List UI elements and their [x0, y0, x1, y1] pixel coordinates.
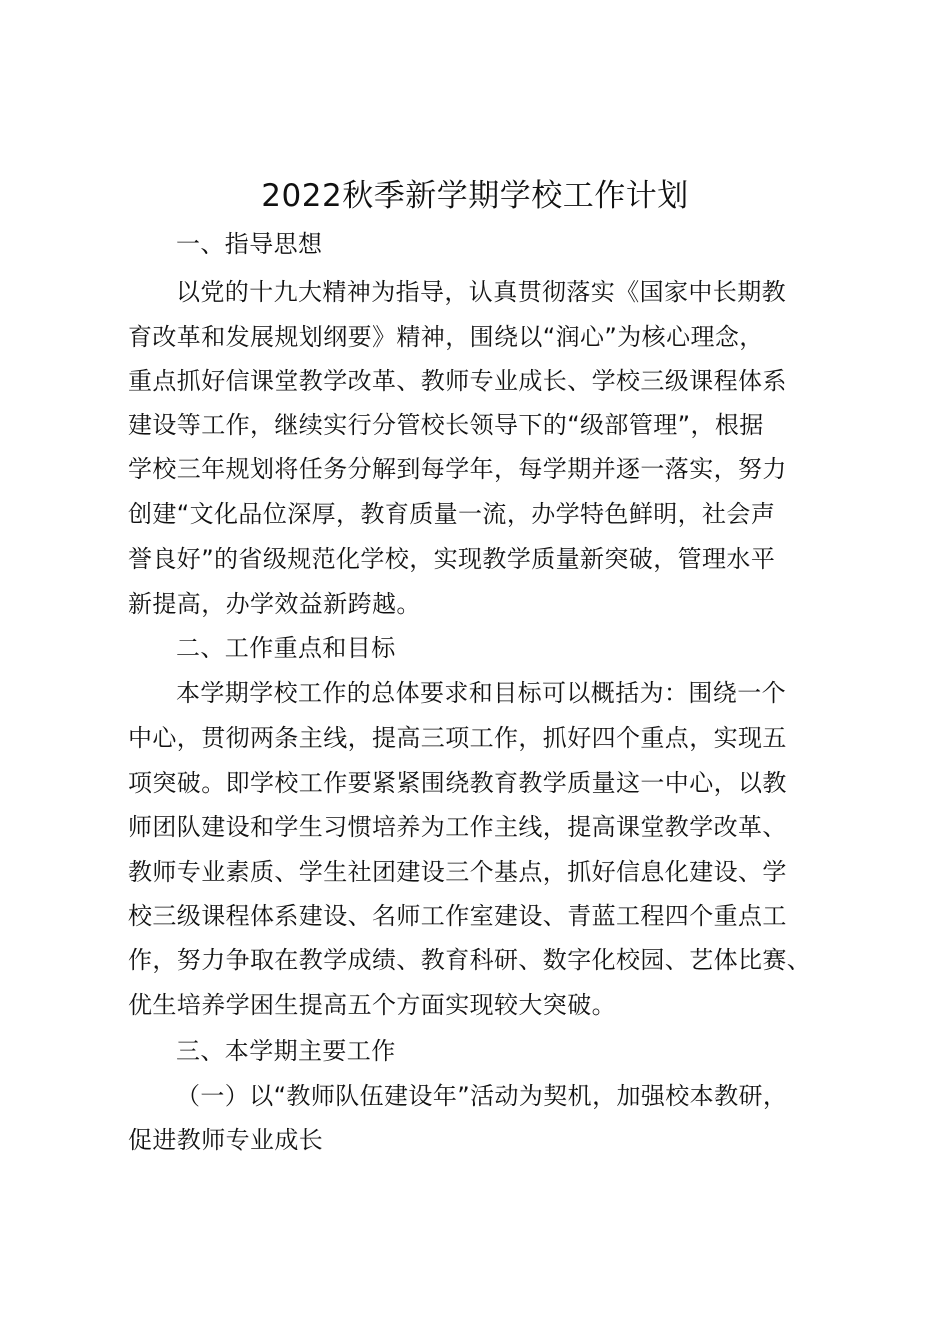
paragraph-line: 誉良好”的省级规范化学校，实现教学质量新突破，管理水平: [128, 545, 776, 573]
paragraph-line: 作，努力争取在教学成绩、教育科研、数字化校园、艺体比赛、: [128, 946, 812, 974]
section-heading-2: 二、工作重点和目标: [176, 634, 396, 662]
paragraph-line: 教师专业素质、学生社团建设三个基点，抓好信息化建设、学: [128, 858, 787, 886]
paragraph-line: 新提高，办学效益新跨越。: [128, 590, 421, 618]
paragraph-line: 重点抓好信课堂教学改革、教师专业成长、学校三级课程体系: [128, 367, 787, 395]
paragraph-line: 以党的十九大精神为指导，认真贯彻落实《国家中长期教: [176, 278, 786, 306]
document-title: 2022秋季新学期学校工作计划: [261, 178, 689, 214]
paragraph-line: 创建“文化品位深厚，教育质量一流，办学特色鲜明，社会声: [128, 500, 776, 528]
paragraph-line: 优生培养学困生提高五个方面实现较大突破。: [128, 991, 616, 1019]
subsection-heading-line: 促进教师专业成长: [128, 1126, 324, 1154]
paragraph-line: 项突破。即学校工作要紧紧围绕教育教学质量这一中心，以教: [128, 769, 787, 797]
subsection-heading-line: （一）以“教师队伍建设年”活动为契机，加强校本教研，: [176, 1082, 788, 1110]
paragraph-line: 本学期学校工作的总体要求和目标可以概括为：围绕一个: [176, 679, 786, 707]
paragraph-line: 中心，贯彻两条主线，提高三项工作，抓好四个重点，实现五: [128, 724, 787, 752]
section-heading-1: 一、指导思想: [176, 230, 323, 258]
paragraph-line: 学校三年规划将任务分解到每学年，每学期并逐一落实，努力: [128, 455, 787, 483]
paragraph-line: 师团队建设和学生习惯培养为工作主线，提高课堂教学改革、: [128, 813, 787, 841]
paragraph-line: 校三级课程体系建设、名师工作室建设、青蓝工程四个重点工: [128, 902, 787, 930]
paragraph-line: 育改革和发展规划纲要》精神，围绕以“润心”为核心理念，: [128, 323, 764, 351]
section-heading-3: 三、本学期主要工作: [176, 1037, 396, 1065]
paragraph-line: 建设等工作，继续实行分管校长领导下的“级部管理”，根据: [128, 411, 764, 439]
